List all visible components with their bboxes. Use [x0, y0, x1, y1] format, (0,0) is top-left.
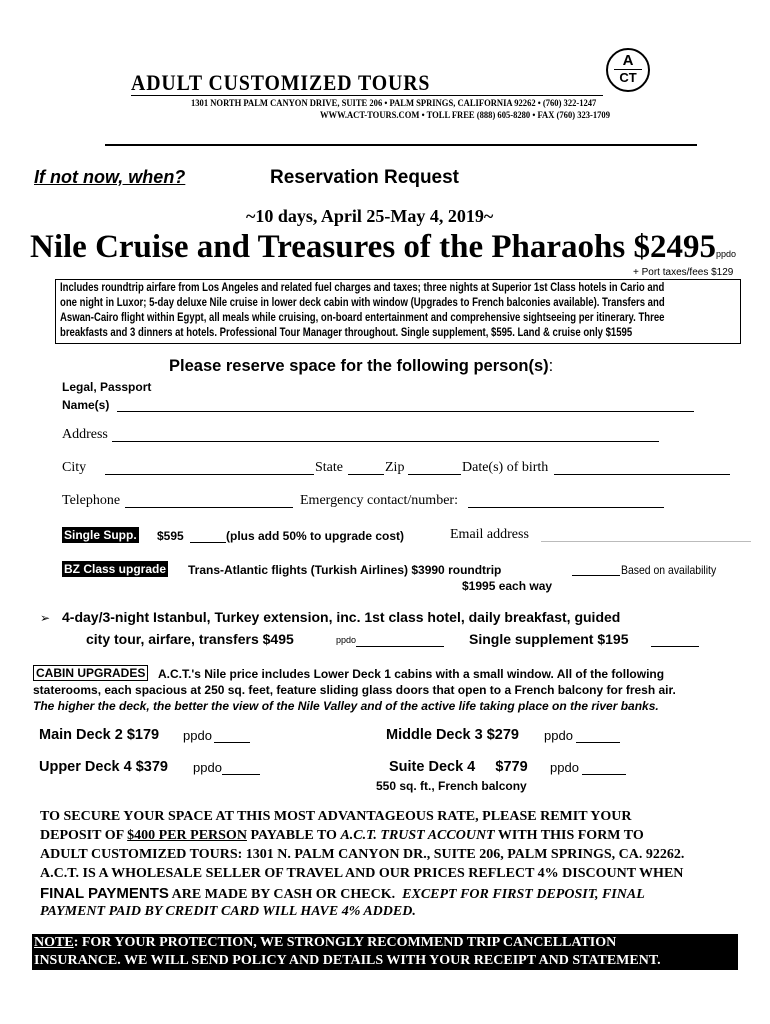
payment-line-6: PAYMENT PAID BY CREDIT CARD WILL HAVE 4% ADDED. — [40, 904, 416, 919]
single-supp-price: $595 — [157, 529, 184, 543]
emergency-label: Emergency contact/number: — [300, 493, 458, 508]
includes-line-1: Includes roundtrip airfare from Los Angeles and related fuel charges and taxes; three nights at Superior 1st Class hotels in Cario and — [60, 282, 665, 294]
city-label: City — [62, 460, 87, 475]
zip-input[interactable] — [408, 474, 461, 475]
legal-label: Legal, Passport — [62, 380, 152, 394]
cabin-line-2: staterooms, each spacious at 250 sq. feet, feature sliding glass doors that open to a French balcony for fresh air. — [33, 683, 676, 697]
bz-class-input[interactable] — [572, 575, 620, 576]
tour-title: Nile Cruise and Treasures of the Pharaohs $2495ppdo — [30, 229, 737, 265]
upper-deck-ppdo: ppdo — [193, 760, 222, 775]
includes-line-4: breakfasts and 3 dinners at hotels. Professional Tour Manager throughout. Single supplement, $595. Land & cruise only $1595 — [60, 327, 633, 339]
upper-deck: Upper Deck 4 $379 — [39, 759, 168, 775]
istanbul-single-supp: Single supplement $195 — [469, 631, 629, 647]
company-name: ADULT CUSTOMIZED TOURS — [131, 70, 431, 95]
header-rule — [105, 144, 697, 146]
telephone-label: Telephone — [62, 493, 121, 508]
city-input[interactable] — [105, 474, 314, 475]
header-address: 1301 NORTH PALM CANYON DRIVE, SUITE 206 • PALM SPRINGS, CALIFORNIA 92262 • (760) 322-1247 — [191, 99, 597, 109]
tagline: If not now, when? — [34, 167, 186, 187]
payment-line-5: FINAL PAYMENTS ARE MADE BY CASH OR CHECK. EXCEPT FOR FIRST DEPOSIT, FINAL — [40, 885, 645, 902]
istanbul-ppdo: ppdo — [336, 635, 357, 645]
includes-line-3: Aswan-Cairo flight within Egypt, all meals while cruising, on-board entertainment and comprehensive sightseeing per itinerary. Three — [60, 312, 665, 324]
name-label: Name(s) — [62, 398, 110, 412]
act-logo: A CT — [606, 48, 650, 92]
reserve-heading: Please reserve space for the following person(s): — [169, 357, 554, 375]
address-input[interactable] — [112, 441, 659, 442]
header-web: WWW.ACT-TOURS.COM • TOLL FREE (888) 605-8280 • FAX (760) 323-1709 — [320, 111, 610, 121]
address-label: Address — [62, 427, 108, 442]
payment-line-3: ADULT CUSTOMIZED TOURS: 1301 N. PALM CANYON DR., SUITE 206, PALM SPRINGS, CA. 92262. — [40, 847, 685, 862]
suite-deck-input[interactable] — [582, 774, 626, 775]
bullet-icon: ➢ — [40, 611, 51, 625]
middle-deck-ppdo: ppdo — [544, 728, 573, 743]
emergency-input[interactable] — [468, 507, 664, 508]
zip-label: Zip — [385, 460, 405, 475]
cabin-line-3: The higher the deck, the better the view of the Nile Valley and of the active life taking place on the river banks. — [33, 699, 659, 713]
single-supp-badge: Single Supp. — [64, 528, 137, 542]
main-deck: Main Deck 2 $179 — [39, 727, 160, 743]
suite-deck: Suite Deck 4 $779 — [389, 759, 528, 775]
upper-deck-input[interactable] — [222, 774, 260, 775]
state-input[interactable] — [348, 474, 384, 475]
bz-class-each-way: $1995 each way — [462, 579, 553, 593]
cabin-upgrades-badge: CABIN UPGRADES — [33, 665, 148, 681]
single-supp-note: (plus add 50% to upgrade cost) — [226, 529, 405, 543]
name-input[interactable] — [117, 411, 694, 412]
bz-class-text: Trans-Atlantic flights (Turkish Airlines) $3990 roundtrip — [188, 563, 502, 577]
note-line-2: INSURANCE. WE WILL SEND POLICY AND DETAILS WITH YOUR RECEIPT AND STATEMENT. — [34, 953, 661, 968]
istanbul-line-2: city tour, airfare, transfers $495 — [86, 631, 294, 647]
istanbul-line-1: 4-day/3-night Istanbul, Turkey extension, inc. 1st class hotel, daily breakfast, guided — [62, 609, 621, 625]
istanbul-single-input[interactable] — [651, 646, 699, 647]
main-deck-input[interactable] — [214, 742, 250, 743]
suite-deck-note: 550 sq. ft., French balcony — [376, 779, 527, 793]
state-label: State — [315, 460, 343, 475]
note-line-1: NOTE: FOR YOUR PROTECTION, WE STRONGLY RECOMMEND TRIP CANCELLATION — [34, 935, 617, 950]
form-title: Reservation Request — [270, 167, 460, 188]
tour-dates: ~10 days, April 25-May 4, 2019~ — [246, 206, 494, 226]
middle-deck-input[interactable] — [576, 742, 620, 743]
cabin-line-1: A.C.T.'s Nile price includes Lower Deck 1 cabins with a small window. All of the following — [158, 667, 665, 681]
main-deck-ppdo: ppdo — [183, 728, 212, 743]
middle-deck: Middle Deck 3 $279 — [386, 727, 519, 743]
dob-input[interactable] — [554, 474, 730, 475]
email-input[interactable] — [541, 541, 751, 542]
bz-class-availability: Based on availability — [621, 563, 717, 577]
email-label: Email address — [450, 527, 529, 542]
header-rule-top — [131, 95, 603, 96]
includes-line-2: one night in Luxor; 5-day deluxe Nile cruise in lower deck cabin with window (Upgrades to French balconies available). Transfers and — [60, 297, 665, 309]
telephone-input[interactable] — [125, 507, 293, 508]
suite-deck-ppdo: ppdo — [550, 760, 579, 775]
dob-label: Date(s) of birth — [462, 460, 549, 475]
single-supp-input[interactable] — [190, 542, 226, 543]
istanbul-input[interactable] — [356, 646, 444, 647]
port-fees: + Port taxes/fees $129 — [633, 267, 734, 278]
payment-line-1: TO SECURE YOUR SPACE AT THIS MOST ADVANTAGEOUS RATE, PLEASE REMIT YOUR — [40, 809, 632, 824]
bz-class-badge: BZ Class upgrade — [64, 562, 167, 576]
payment-line-2: DEPOSIT OF $400 PER PERSON PAYABLE TO A.C.T. TRUST ACCOUNT WITH THIS FORM TO — [40, 828, 644, 843]
payment-line-4: A.C.T. IS A WHOLESALE SELLER OF TRAVEL AND OUR PRICES REFLECT 4% DISCOUNT WHEN — [40, 866, 684, 881]
